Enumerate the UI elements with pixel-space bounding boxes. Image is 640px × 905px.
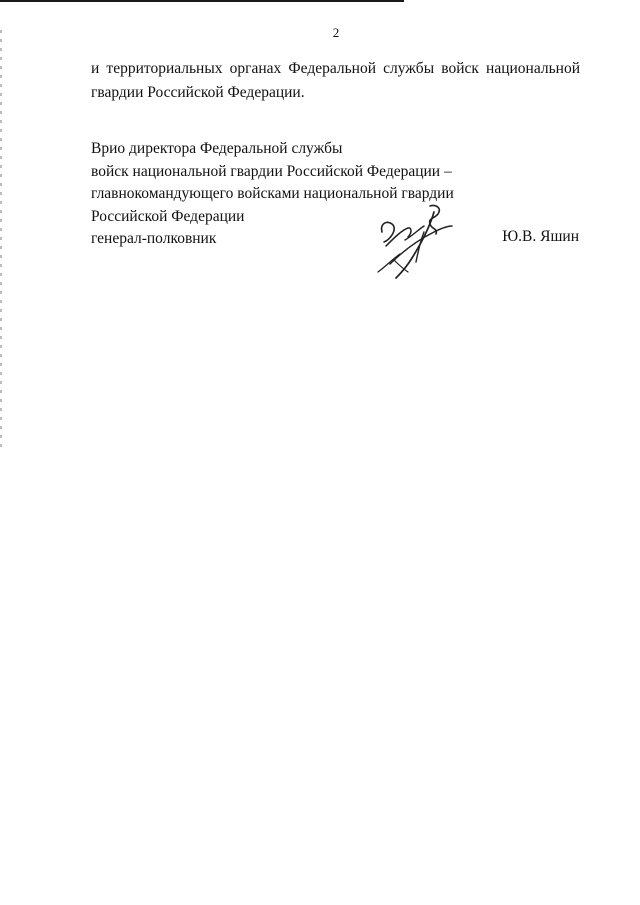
body-line-2: гвардии Российской Федерации. (91, 84, 305, 101)
scan-edge-left (0, 30, 2, 450)
signatory-rank: генерал-полковник (91, 230, 217, 247)
body-line-1: и территориальных органах Федеральной службы войск национальной (91, 60, 580, 77)
signatory-position-line-1: Врио директора Федеральной службы (91, 140, 343, 157)
scan-edge-top (0, 0, 404, 2)
signatory-position-line-4: Российской Федерации (91, 207, 245, 225)
body-paragraph (91, 57, 580, 105)
signatory-name: Ю.В. Яшин (502, 228, 579, 245)
signatory-position-line-3: главнокомандующего войсками национальной гвардии (91, 185, 454, 202)
page-number: 2 (332, 25, 340, 40)
handwritten-signature-icon (372, 202, 454, 280)
signatory-position-line-2: войск национальной гвардии Российской Федерации – (91, 162, 452, 180)
